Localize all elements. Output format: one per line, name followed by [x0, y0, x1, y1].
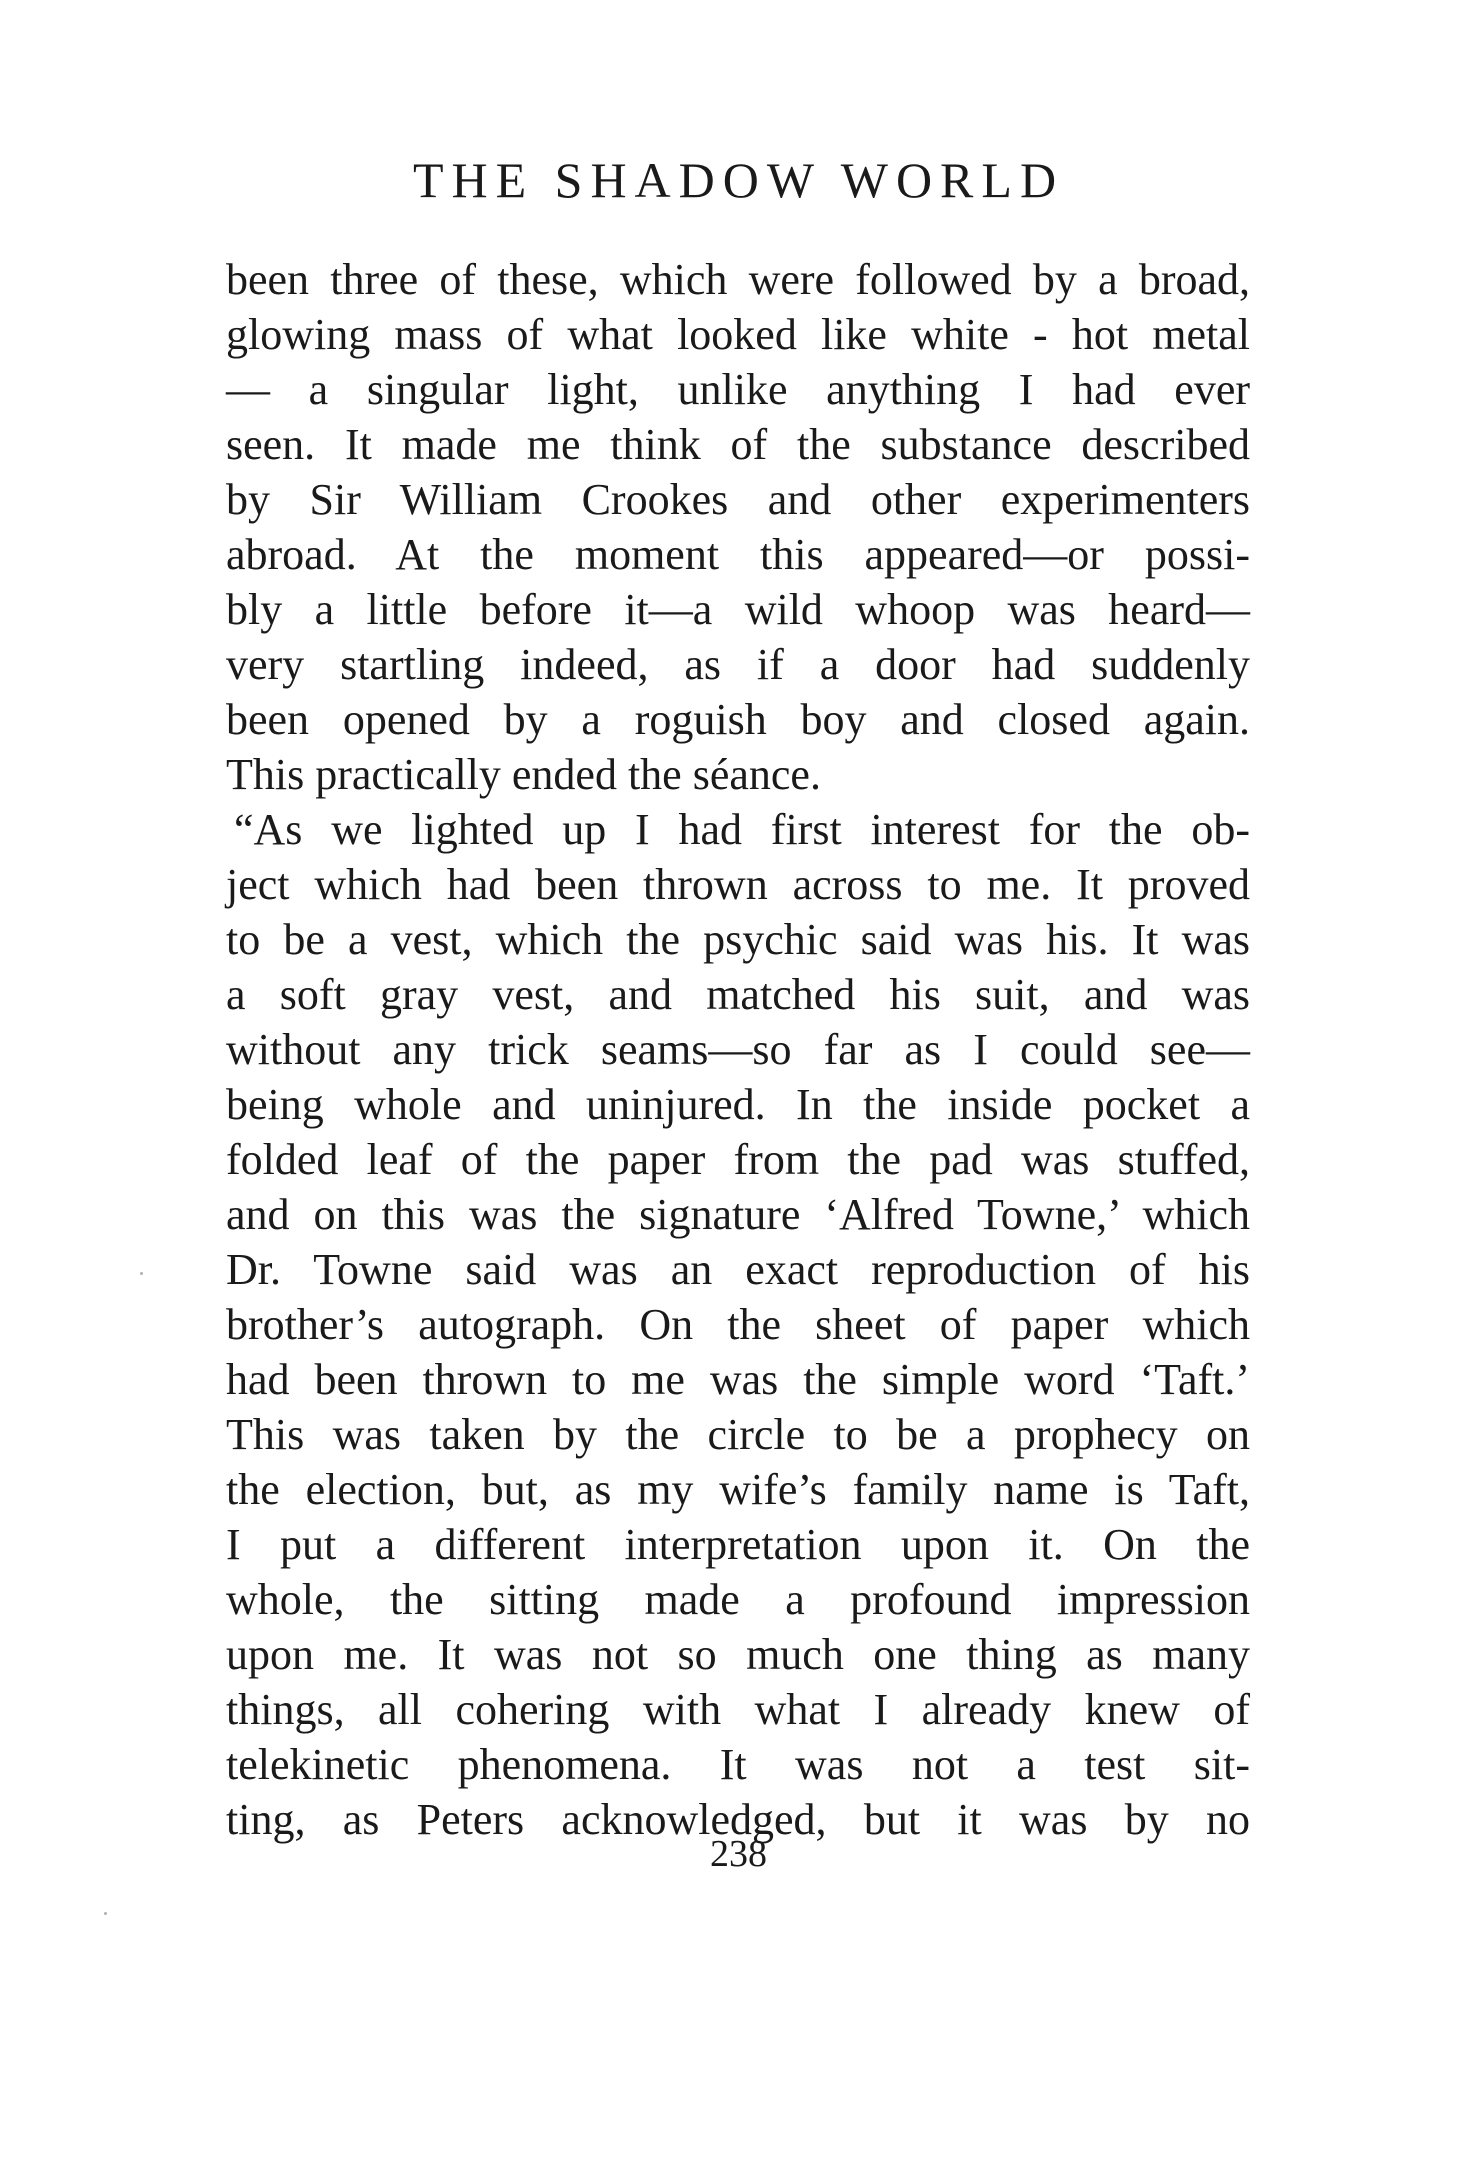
text-line: Dr. Towne said was an exact reproduction of his [226, 1245, 1250, 1294]
text-line: had been thrown to me was the simple word ‘Taft.’ [226, 1355, 1250, 1404]
text-line: to be a vest, which the psychic said was his. It was [226, 915, 1250, 964]
text-line: without any trick seams—so far as I could see— [226, 1025, 1250, 1074]
text-line: This practically ended the séance. [226, 750, 821, 799]
scan-speck [140, 1272, 143, 1275]
text-line: by Sir William Crookes and other experimenters [226, 475, 1250, 524]
text-line: the election, but, as my wife’s family name is Taft, [226, 1465, 1250, 1514]
text-line: glowing mass of what looked like white - hot metal [226, 310, 1250, 359]
text-line: I put a different interpretation upon it. On the [226, 1520, 1250, 1569]
text-line: whole, the sitting made a profound impression [226, 1575, 1250, 1624]
body-text [226, 252, 1250, 1847]
text-line: been three of these, which were followed by a broad, [226, 255, 1250, 304]
text-line: upon me. It was not so much one thing as many [226, 1630, 1250, 1679]
text-line: being whole and uninjured. In the inside pocket a [226, 1080, 1250, 1129]
text-line: folded leaf of the paper from the pad was stuffed, [226, 1135, 1250, 1184]
text-line: ting, as Peters acknowledged, but it was by no [226, 1795, 1250, 1844]
text-line: a soft gray vest, and matched his suit, and was [226, 970, 1250, 1019]
scan-speck [104, 1912, 107, 1915]
text-line: abroad. At the moment this appeared—or possi- [226, 530, 1250, 579]
text-line: and on this was the signature ‘Alfred Towne,’ which [226, 1190, 1250, 1239]
text-line: bly a little before it—a wild whoop was heard— [226, 585, 1250, 634]
text-line: ject which had been thrown across to me. It proved [226, 860, 1250, 909]
running-head: THE SHADOW WORLD [412, 152, 1065, 208]
page-number: 238 [710, 1833, 767, 1875]
text-line: telekinetic phenomena. It was not a test sit- [226, 1740, 1250, 1789]
text-line: “As we lighted up I had first interest for the ob- [234, 805, 1250, 854]
text-line: brother’s autograph. On the sheet of paper which [226, 1300, 1250, 1349]
text-line: been opened by a roguish boy and closed again. [226, 695, 1250, 744]
text-line: — a singular light, unlike anything I had ever [226, 365, 1250, 414]
text-line: very startling indeed, as if a door had suddenly [226, 640, 1250, 689]
text-line: things, all cohering with what I already knew of [226, 1685, 1250, 1734]
text-line: This was taken by the circle to be a prophecy on [226, 1410, 1250, 1459]
text-line: seen. It made me think of the substance described [226, 420, 1250, 469]
